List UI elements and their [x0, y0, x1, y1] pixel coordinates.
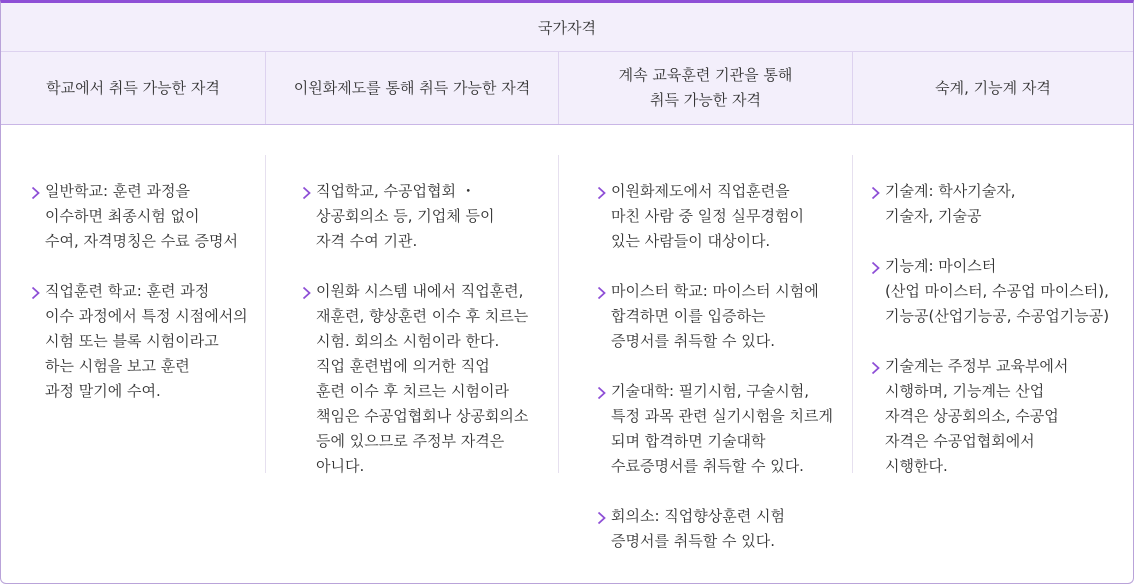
- list-item: [591, 279, 853, 354]
- header-school: 학교에서 취득 가능한 자격: [1, 52, 266, 124]
- list-item-text: 직업학교, 수공업협회 ・ 상공회의소 등, 기업체 등이 자격 수여 기관.: [316, 182, 495, 250]
- list-item-text: 직업훈련 학교: 훈련 과정 이수 과정에서 특정 시점에서의 시험 또는 블록 시험이라고 하는 시험을 보고 훈련 과정 말기에 수여.: [45, 282, 248, 400]
- chevron-right-icon: [296, 279, 316, 479]
- list-item-text: 일반학교: 훈련 과정을 이수하면 최종시험 없이 수여, 자격명칭은 수료 증명서: [45, 182, 238, 250]
- header-continuing-education: 계속 교육훈련 기관을 통해 취득 가능한 자격: [559, 52, 853, 124]
- column-dual-system: [266, 125, 559, 580]
- list-item-text: 기술대학: 필기시험, 구술시험, 특정 과목 관련 실기시험을 치르게 되며 합격하면 기술대학 수료증명서를 취득할 수 있다.: [611, 382, 833, 475]
- column-continuing-education: [559, 125, 853, 580]
- column-technical-trade: [853, 125, 1133, 580]
- chevron-right-icon: [25, 179, 45, 254]
- chevron-right-icon: [865, 254, 885, 329]
- list-item: [865, 254, 1133, 329]
- chevron-right-icon: [591, 504, 611, 554]
- list-item-text: 회의소: 직업향상훈련 시험 증명서를 취득할 수 있다.: [611, 507, 785, 550]
- list-item-text: 기술계는 주정부 교육부에서 시행하며, 기능계는 산업 자격은 상공회의소, 수공업 자격은 수공업협회에서 시행한다.: [885, 357, 1069, 475]
- list-item: [591, 379, 853, 479]
- chevron-right-icon: [591, 279, 611, 354]
- header-technical-trade: 숙계, 기능계 자격: [935, 78, 1051, 97]
- list-item: [591, 504, 853, 554]
- list-item: [865, 179, 1133, 229]
- chevron-right-icon: [25, 279, 45, 404]
- chevron-right-icon: [591, 379, 611, 479]
- list-item: [865, 354, 1133, 479]
- list-item-text: 이원화 시스템 내에서 직업훈련, 재훈련, 향상훈련 이수 후 치르는 시험. 회의소 시험이라 한다. 직업 훈련법에 의거한 직업 훈련 이수 후 치르는 시험이라 책임은 수공업협회나 상공회의소 등에 있으므로 주정부 자격은 아니다.: [316, 282, 529, 475]
- column-school: [1, 125, 266, 580]
- table-header-row: [1, 52, 1133, 125]
- list-item: [296, 279, 559, 479]
- list-item-text: 기술계: 학사기술자, 기술자, 기술공: [885, 182, 1016, 225]
- list-item: [591, 179, 853, 254]
- chevron-right-icon: [865, 354, 885, 479]
- chevron-right-icon: [591, 179, 611, 254]
- list-item-text: 이원화제도에서 직업훈련을 마친 사람 중 일정 실무경험이 있는 사람들이 대상이다.: [611, 182, 804, 250]
- list-item: [296, 179, 559, 254]
- chevron-right-icon: [296, 179, 316, 254]
- chevron-right-icon: [865, 179, 885, 229]
- list-item-text: 기능계: 마이스터 (산업 마이스터, 수공업 마이스터), 기능공(산업기능공, 수공업기능공): [885, 257, 1110, 325]
- table-body-row: [1, 125, 1133, 580]
- list-item: [25, 179, 266, 254]
- list-item: [25, 279, 266, 404]
- header-dual-system: 이원화제도를 통해 취득 가능한 자격: [266, 52, 559, 124]
- table-title: 국가자격: [1, 3, 1133, 52]
- list-item-text: 마이스터 학교: 마이스터 시험에 합격하면 이를 입증하는 증명서를 취득할 수 있다.: [611, 282, 819, 350]
